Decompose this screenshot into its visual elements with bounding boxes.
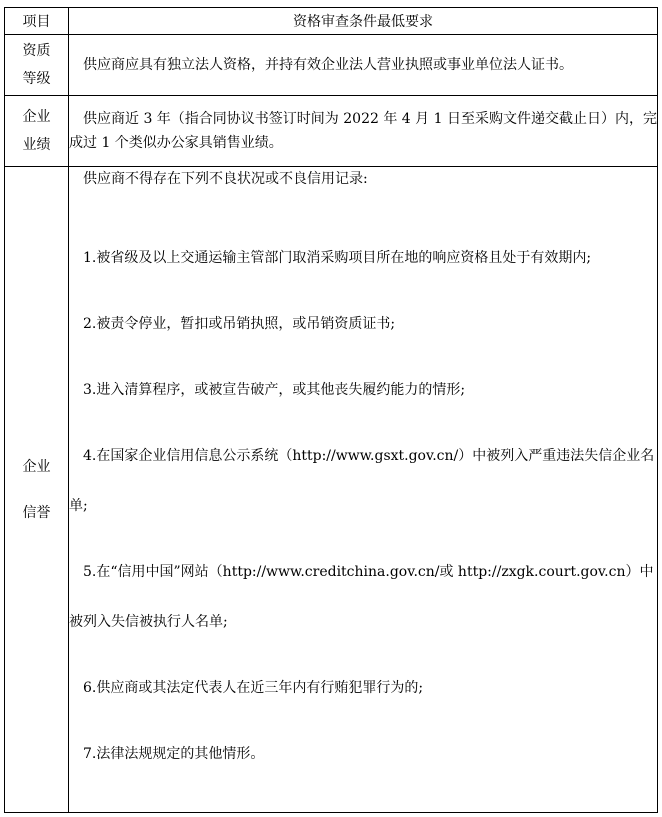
- row-text-credit: [69, 167, 658, 813]
- requirement-text: 供应商近 3 年（指合同协议书签订时间为 2022 年 4 月 1 日至采购文件递交截止日）内，完成过 1 个类似办公家具销售业绩。: [69, 111, 657, 151]
- credit-item: 4.在国家企业信用信息公示系统（http://www.gsxt.gov.cn/）中被列入严重违法失信企业名单;: [69, 448, 655, 514]
- label-line: 资质: [22, 43, 51, 59]
- row-label-qualification: [5, 35, 69, 96]
- row-text-qualification: [69, 35, 658, 96]
- credit-item: 1.被省级及以上交通运输主管部门取消采购项目所在地的响应资格且处于有效期内;: [83, 250, 592, 266]
- credit-item: 3.进入清算程序，或被宣告破产，或其他丧失履约能力的情形;: [83, 382, 466, 398]
- label-line: 企业: [22, 458, 51, 475]
- label-line: 业绩: [22, 137, 51, 153]
- credit-item: 6.供应商或其法定代表人在近三年内有行贿犯罪行为的;: [83, 680, 424, 696]
- label-line: 信誉: [22, 504, 51, 521]
- header-row: [5, 8, 658, 35]
- table-row: [5, 35, 658, 96]
- credit-intro: 供应商不得存在下列不良状况或不良信用记录:: [83, 171, 368, 187]
- label-line: 等级: [22, 71, 51, 87]
- credit-item: 7.法律法规规定的其他情形。: [83, 746, 265, 762]
- table-row: [5, 167, 658, 813]
- table-row: [5, 96, 658, 167]
- row-label-performance: [5, 96, 69, 167]
- row-label-credit: [5, 167, 69, 813]
- header-requirement: 资格审查条件最低要求: [69, 8, 658, 35]
- label-line: 企业: [22, 109, 51, 125]
- qualification-table: [4, 7, 658, 813]
- requirement-text: 供应商应具有独立法人资格，并持有效企业法人营业执照或事业单位法人证书。: [83, 57, 573, 73]
- credit-item: 5.在“信用中国”网站（http://www.creditchina.gov.cn/或 http://zxgk.court.gov.cn）中被列入失信被执行人名单;: [69, 564, 654, 630]
- row-text-performance: [69, 96, 658, 167]
- credit-item: 2.被责令停业，暂扣或吊销执照，或吊销资质证书;: [83, 316, 396, 332]
- header-item: 项目: [5, 8, 69, 35]
